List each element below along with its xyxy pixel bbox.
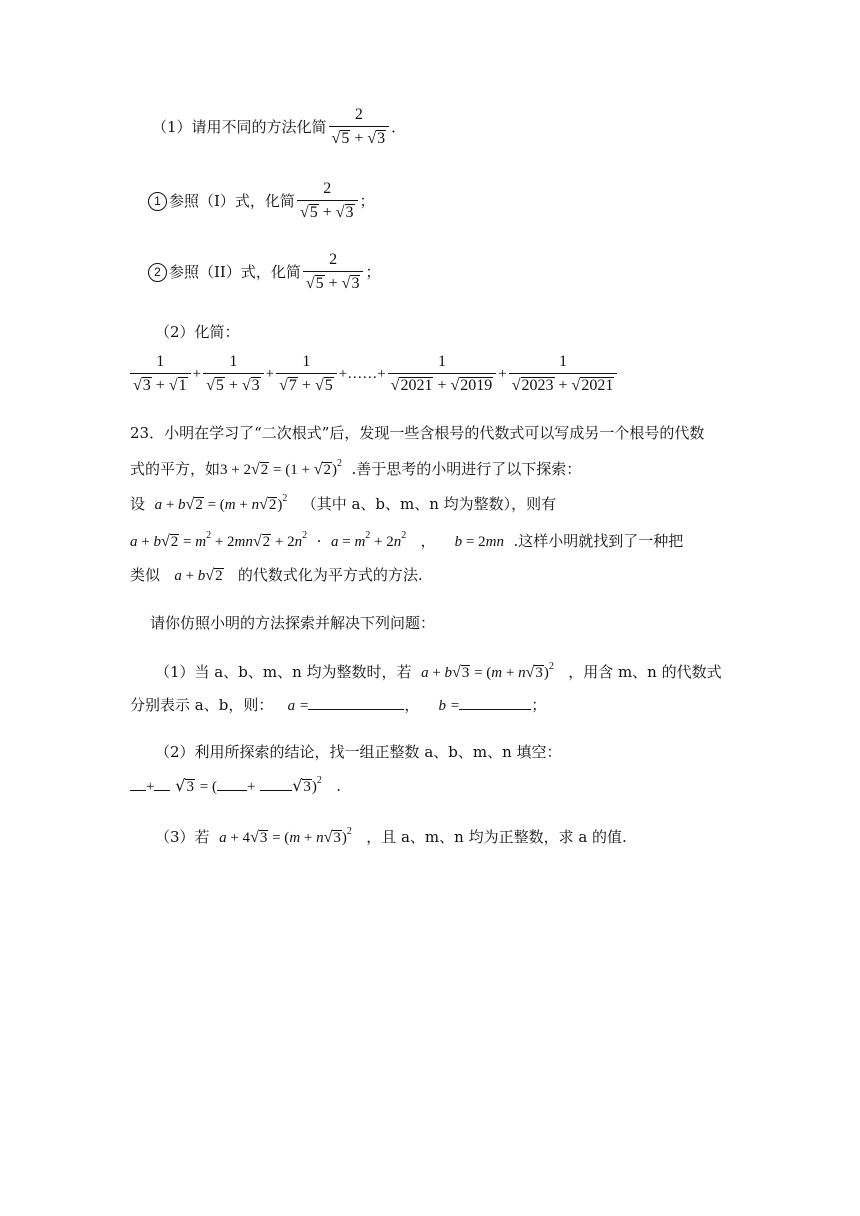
ellipsis: ……	[347, 365, 378, 382]
q23-line5: 类似 a + b√2 的代数式化为平方式的方法.	[130, 566, 423, 584]
fraction-2-over-sqrt5-plus-sqrt3: $\frac{2}{√5 + √3}$	[329, 107, 390, 148]
circled-number-1: 1	[148, 192, 167, 211]
expansion-equation: $a + b√2 = m^2 + 2mn√2 + 2n^2$	[130, 530, 308, 550]
term-4: $\frac{1}{√2021 + √2019}$	[388, 354, 497, 395]
answer-blank-a[interactable]	[308, 708, 404, 710]
blank-3[interactable]	[217, 789, 247, 791]
q23-sub1-line1: （1）当 a、b、m、n 均为整数时，若 $a + b√3 = (m + n√3)^2$ ，用含 m、n 的代数式	[155, 661, 722, 681]
b-formula: b = 2mn	[454, 534, 504, 550]
assumption-equation: $a + b√2 = (m + n√2)^2$	[154, 493, 288, 513]
answer-blank-b[interactable]	[459, 708, 531, 710]
part1-sub2: 2 参照（II）式，化简 $\frac{2}{√5 + √3}$ ；	[148, 252, 380, 293]
part2-intro: （2）化简：	[155, 323, 240, 341]
fraction-2-over-sqrt5-plus-sqrt3: $\frac{2}{√5 + √3}$	[297, 181, 358, 222]
q23-line4: $a + b√2 = m^2 + 2mn√2 + 2n^2 \cdot a = m^2 + 2n^2$ ， b = 2mn .这样小明就找到了一种把	[130, 530, 684, 550]
a-formula: $a = m^2 + 2n^2$	[330, 530, 407, 550]
example-equation: $3 + 2√2 = (1 + √2)^2$	[220, 458, 342, 478]
q23-sub3: （3）若 $a + 4√3 = (m + n√3)^2$ ，且 a、m、n 均为正整数，求 a 的值.	[155, 826, 627, 846]
blank-4[interactable]	[260, 789, 292, 791]
part2-expression: $\frac{1}{√3 + √1}$ + $\frac{1}{√5 + √3}$ + $\frac{1}{√7 + √5}$ +……+ $\frac{1}{√2021 + √2019}$ + $\frac{1}{√2023 + √2021}$	[128, 354, 619, 395]
q23-sub2-line2: + √3 = ( + √3)$^2$ .	[130, 778, 341, 796]
blank-2[interactable]	[154, 789, 170, 791]
term-1: $\frac{1}{√3 + √1}$	[130, 354, 191, 395]
q23-line2: 式的平方，如$3 + 2√2 = (1 + √2)^2$ .善于思考的小明进行了以下探索：	[130, 458, 582, 478]
q23-sub2-line1: （2）利用所探索的结论，找一组正整数 a、b、m、n 填空：	[155, 743, 562, 761]
sqrt3-equation: $a + b√3 = (m + n√3)^2$	[421, 661, 554, 681]
sub3-equation: $a + 4√3 = (m + n√3)^2$	[219, 826, 352, 846]
part1-question: （1）请用不同的方法化简 $\frac{2}{√5 + √3}$ ．	[152, 106, 407, 147]
part1-intro: （1）请用不同的方法化简	[152, 117, 327, 136]
part1-sub1: 1 参照（I）式，化简 $\frac{2}{√5 + √3}$ ；	[148, 181, 375, 222]
circled-number-2: 2	[148, 263, 167, 282]
q23-instruction: 请你仿照小明的方法探索并解决下列问题：	[150, 614, 436, 632]
term-2: $\frac{1}{√5 + √3}$	[203, 354, 264, 395]
term-3: $\frac{1}{√7 + √5}$	[276, 354, 337, 395]
term-5: $\frac{1}{√2023 + √2021}$	[509, 354, 618, 395]
q23-line1: 23．小明在学习了“二次根式”后，发现一些含根号的代数式可以写成另一个根号的代数	[130, 424, 705, 442]
sub2-text: 参照（II）式，化简	[169, 262, 301, 281]
form-expression: a + b√2	[174, 567, 223, 584]
q23-sub1-line2: 分别表示 a、b，则： a = ， b = ；	[130, 696, 547, 714]
fraction-2-over-sqrt5-plus-sqrt3: $\frac{2}{√5 + √3}$	[303, 252, 364, 293]
blank-1[interactable]	[130, 789, 146, 791]
sub1-text: 参照（I）式，化简	[169, 191, 295, 210]
q23-line3: 设 $a + b√2 = (m + n√2)^2$ （其中 a、b、m、n 均为整数），则有	[130, 493, 557, 513]
